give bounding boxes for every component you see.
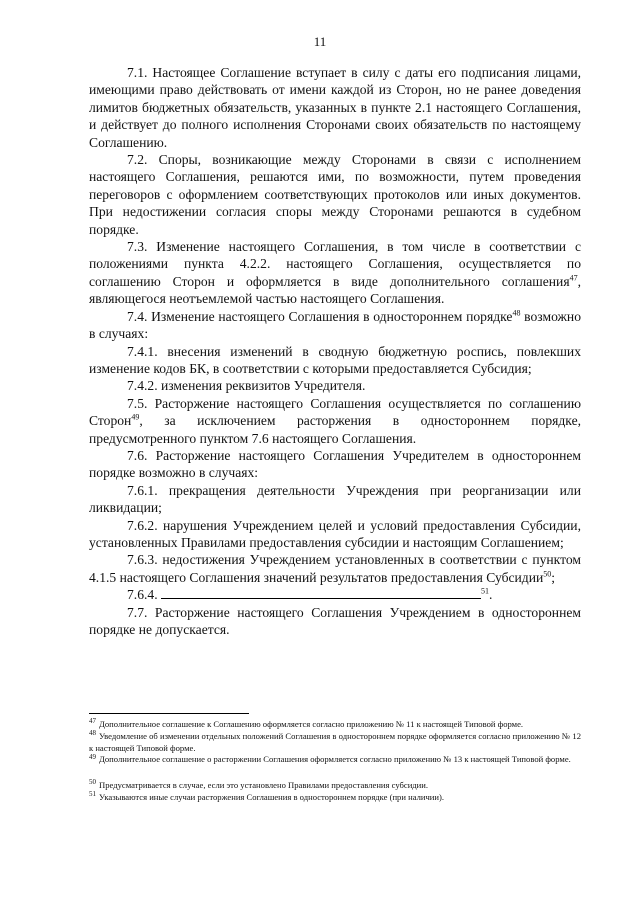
paragraph-7-6-4-label: 7.6.4.: [127, 587, 158, 603]
paragraph-7-6: 7.6. Расторжение настоящего Соглашения Учредителем в одностороннем порядке возможно в случаях:: [89, 447, 581, 481]
paragraph-7-3-text-a: 7.3. Изменение настоящего Соглашения, в том числе в соответствии с положениями пункта 4.2.2. настоящего Соглашения, осуществляется по соглашению Сторон и оформляется в виде дополнительного соглашения: [89, 239, 581, 289]
footnote-ref-49[interactable]: 49: [131, 412, 140, 422]
footnote-number: 51: [89, 790, 96, 799]
paragraph-7-4-1: 7.4.1. внесения изменений в сводную бюджетную роспись, повлекших изменение кодов БК, в соответствии с которыми предоставляется Субсидия;: [89, 343, 581, 376]
footnote-48: [89, 728, 581, 755]
paragraph-7-6-2: 7.6.2. нарушения Учреждением целей и условий предоставления Субсидии, установленных Правилами предоставления субсидии и настоящим Соглашением;: [89, 517, 581, 550]
footnote-47: [89, 719, 581, 731]
paragraph-7-3: [89, 238, 581, 308]
paragraph-7-6-3-text-b: ;: [551, 569, 556, 585]
footnote-number: 50: [89, 778, 96, 787]
paragraph-7-6-4-end: .: [489, 587, 493, 603]
paragraph-7-4-text-a: 7.4. Изменение настоящего Соглашения в одностороннем порядке: [127, 308, 513, 324]
paragraph-7-3-text-b: , являющегося неотъемлемой частью настоящего Соглашения.: [89, 273, 581, 307]
paragraph-7-4: [89, 308, 581, 343]
footnote-50: [89, 780, 581, 792]
footnote-49: [89, 754, 581, 766]
paragraph-7-7: 7.7. Расторжение настоящего Соглашения Учреждением в одностороннем порядке не допускается.: [89, 604, 581, 637]
footnote-text: Дополнительное соглашение о расторжении Соглашения оформляется согласно приложению № 13 к настоящей Типовой форме.: [99, 754, 571, 765]
footnote-number: 47: [89, 717, 96, 726]
footnote-51: [89, 792, 581, 804]
paragraph-7-6-1: 7.6.1. прекращения деятельности Учреждения при реорганизации или ликвидации;: [89, 482, 581, 516]
footnote-number: 49: [89, 752, 96, 761]
footnote-ref-51[interactable]: 51: [481, 586, 489, 596]
footnote-ref-48[interactable]: 48: [512, 308, 521, 318]
footnote-ref-47[interactable]: 47: [569, 273, 578, 283]
footnote-gap: [89, 766, 581, 780]
document-body: [89, 64, 581, 638]
footnote-text: Указываются иные случаи расторжения Соглашения в одностороннем порядке (при наличии).: [99, 791, 445, 802]
footnote-divider: [89, 713, 249, 714]
paragraph-7-1: 7.1. Настоящее Соглашение вступает в силу с даты его подписания лицами, имеющими право действовать от имени каждой из Сторон, но не ранее доведения лимитов бюджетных обязательств, указанных в пункте 2.1 настоящего Соглашения, и действует до полного исполнения Сторонами своих обязательств по настоящему Соглашению.: [89, 65, 581, 150]
paragraph-7-5: [89, 395, 581, 447]
paragraph-7-5-text-a: 7.5. Расторжение настоящего Соглашения осуществляется по соглашению Сторон: [89, 395, 581, 429]
footnote-text: Предусматривается в случае, если это установлено Правилами предоставления субсидии.: [99, 780, 429, 791]
footnotes: [89, 719, 581, 804]
paragraph-7-6-3-text-a: 7.6.3. недостижения Учреждением установленных в соответствии с пунктом 4.1.5 настоящего Соглашения значений результатов предоставления Субсидии: [89, 552, 581, 585]
footnote-text: Дополнительное соглашение к Соглашению оформляется согласно приложению № 11 к настоящей Типовой форме.: [99, 719, 524, 729]
footnote-text: Уведомление об изменении отдельных положений Соглашения в одностороннем порядке оформляется согласно приложению № 12 к настоящей Типовой форме.: [89, 730, 581, 753]
footnote-number: 48: [89, 728, 96, 737]
paragraph-7-4-2: 7.4.2. изменения реквизитов Учредителя.: [127, 378, 366, 394]
fill-in-blank-line: [161, 586, 481, 599]
page-number: 11: [313, 34, 327, 49]
paragraph-7-6-3: [89, 551, 581, 586]
paragraph-7-4-text-b: возможно в случаях:: [89, 308, 581, 342]
footnote-ref-50[interactable]: 50: [543, 569, 552, 579]
paragraph-7-5-text-b: , за исключением расторжения в одностороннем порядке, предусмотренного пунктом 7.6 настоящего Соглашения.: [89, 413, 581, 446]
paragraph-7-2: 7.2. Споры, возникающие между Сторонами в связи с исполнением настоящего Соглашения, решаются ими, по возможности, путем проведения переговоров с оформлением соответствующих протоколов или иных документов. При недостижении согласия споры между Сторонами решаются в судебном порядке.: [89, 152, 581, 237]
paragraph-7-6-4: [89, 586, 581, 603]
